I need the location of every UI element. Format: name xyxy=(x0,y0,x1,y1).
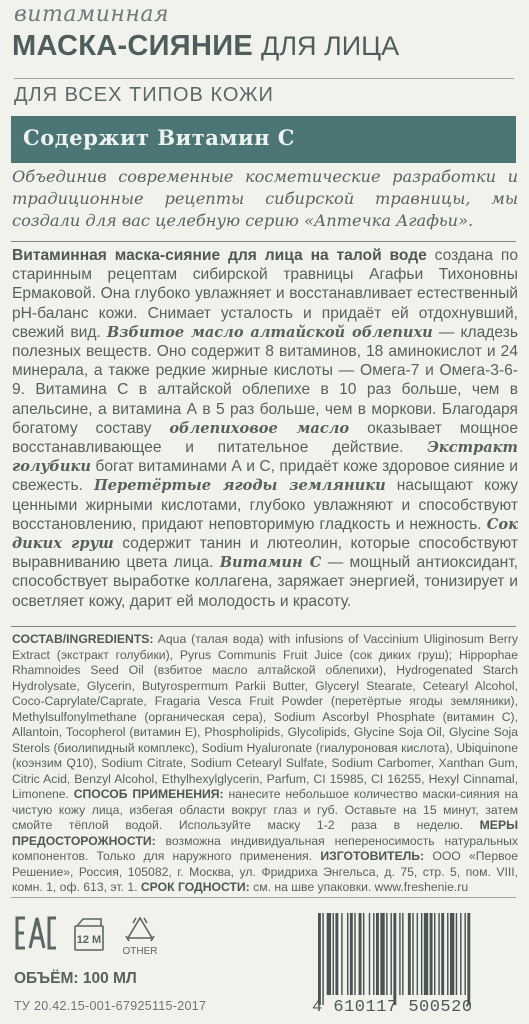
precautions-heading: МЕРЫ ПРЕДОСТОРОЖНОСТИ: xyxy=(12,818,518,848)
product-title-bold: МАСКА-СИЯНИЕ xyxy=(12,30,253,62)
divider xyxy=(11,897,516,898)
usage-text: нанесите небольшое количество маски-сияния на чистую кожу лица, избегая области вокруг глаз и губ. Оставьте на 15 минут, затем смойте тёплой водой. Используйте маску 1-2 раза в неделю. xyxy=(12,787,518,832)
composition-text xyxy=(12,632,518,896)
description-p2: насыщают кожу ценными жирными кислотами, глубоко увлажняют и способствуют восстановлению, придают неповторимую гладкость и нежность. xyxy=(12,477,518,533)
product-title xyxy=(12,30,399,63)
manufacturer-heading: ИЗГОТОВИТЕЛЬ: xyxy=(320,849,425,863)
precautions-text: возможна индивидуальная непереносимость натуральных компонентов. Только для наружного применения. xyxy=(12,833,518,863)
composition-heading: СОСТАВ/INGREDIENTS: xyxy=(12,632,154,646)
vitamin-banner-text: Содержит Витамин С xyxy=(23,125,296,150)
ingredients-list: Aqua (талая вода) with infusions of Vaccinium Uliginosum Berry Extract (экстракт голубики), Pyrus Communis Fruit Juice (сок диких груш); Hippophae Rhamnoides Seed Oil (взбитое масло алтайской облепихи), Hydrogenated Starch Hydrolysate, Glycerin, Butyrospermum Parkii Butter, Glyceryl Stearate, Cetearyl Alcohol, Coco-Caprylate/Caprate, Fragaria Vesca Fruit Powder (перетёртые ягоды земляники), Methylsulfonylmethane (органическая сера), Sodium Ascorbyl Phosphate (витамин С), Allantoin, Tocopherol (витамин Е), Phospholipids, Glycolipids, Glycine Soja Oil, Glycine Soja Sterols (биолипидный комплекс), Sodium Hyaluronate (гиалуроновая кислота), Ubiquinone (коэнзим Q10), Sodium Citrate, Sodium Cetearyl Sulfate, Sodium Carbomer, Xanthan Gum, Citric Acid, Benzyl Alcohol, Ethylhexylglycerin, Parfum, CI 15985, CI 16255, Hexyl Cinnamal, Limonene. xyxy=(12,632,518,801)
divider xyxy=(11,626,516,627)
shelf-life-heading: СРОК ГОДНОСТИ: xyxy=(140,880,250,894)
barcode xyxy=(316,913,526,1008)
pao-jar-icon xyxy=(72,916,106,952)
intro-paragraph: Объединив современные косметические разработки и традиционные рецепты сибирской травницы, мы создали для вас целебную серию «Аптечка Агафьи». xyxy=(12,167,518,230)
ingredient-highlight: Сок диких груш xyxy=(12,515,518,553)
ingredient-highlight: Экстракт голубики xyxy=(12,439,518,476)
eac-mark-icon xyxy=(14,912,58,954)
technical-spec: ТУ 20.42.15-001-67925115-2017 xyxy=(14,999,207,1013)
recycle-other-icon xyxy=(120,914,160,958)
ingredient-highlight: облепиховое масло xyxy=(169,419,350,437)
recycle-label: OTHER xyxy=(122,946,158,957)
ingredient-highlight: Перетёртые ягоды земляники xyxy=(93,477,386,495)
description-p1: создана по старинным рецептам сибирской травницы Агафьи Тихоновны Ермаковой. Она глубоко увлажняет и восстанавливает естественный pH-баланс кожи. Снимает усталость и придаёт ей отдохнувший, свежий вид. xyxy=(12,247,518,341)
divider xyxy=(14,78,514,79)
divider xyxy=(11,241,516,242)
vitamin-banner xyxy=(11,116,516,163)
description-text xyxy=(12,246,518,611)
manufacturer-text: ООО «Первое Решение», Россия, 105082, г. Москва, ул. Фридриха Энгельса, д. 75, стр. 5, пом. VIII, комн. 1, оф. 613, эт. 1. xyxy=(12,849,518,894)
product-subtitle: ДЛЯ ВСЕХ ТИПОВ КОЖИ xyxy=(14,84,274,106)
shelf-life-text: см. на шве упаковки. www.freshenie.ru xyxy=(249,880,469,894)
description-lead: Витаминная маска-сияние для лица на талой воде xyxy=(12,247,427,264)
volume-info xyxy=(14,970,137,988)
usage-heading: СПОСОБ ПРИМЕНЕНИЯ: xyxy=(73,787,224,801)
description-p2: оказывает мощное восстанавливающее и питательное действие. xyxy=(12,419,518,457)
pao-jar-label: 12 M xyxy=(76,934,102,946)
volume-value: 100 МЛ xyxy=(82,970,137,987)
description-p2: богат витаминами А и С, придаёт коже здоровое сияние и свежесть. xyxy=(12,458,518,495)
volume-label: ОБЪЁМ: xyxy=(14,970,79,987)
description-p2: содержит танин и лютеолин, которые способствуют выравниванию цвета лица. xyxy=(12,535,518,572)
product-pre-title: витаминная xyxy=(14,2,170,27)
product-title-rest: ДЛЯ ЛИЦА xyxy=(261,31,400,61)
description-p2: — кладезь полезных веществ. Оно содержит 8 витаминов, 18 аминокислот и 24 минерала, а также редкие жирные кислоты — Омега-7 и Омега-3-6-9. Витамина С в алтайской облепихе в 10 раз больше, чем в апельсине, а витамина А в 5 раз больше, чем в моркови. Благодаря богатому составу xyxy=(12,323,518,437)
description-p2: — мощный антиоксидант, способствует выработке коллагена, заряжает энергией, тонизирует и осветляет кожу, дарит ей молодость и красоту. xyxy=(12,554,518,610)
ingredient-highlight: Витамин С xyxy=(219,554,322,572)
barcode-digits: 4 610117 500520 xyxy=(312,998,473,1017)
ingredient-highlight: Взбитое масло алтайской облепихи xyxy=(106,323,433,341)
